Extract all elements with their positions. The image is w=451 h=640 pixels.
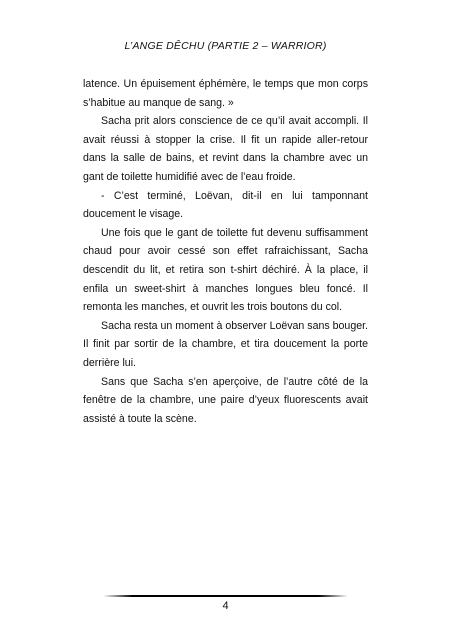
paragraph-3: - C’est terminé, Loëvan, dit-il en lui tamponnant doucement le visage.: [83, 189, 368, 221]
page-number: 4: [222, 600, 229, 612]
running-header: L’ANGE DÊCHU (PARTIE 2 – WARRIOR): [124, 40, 327, 52]
paragraph-5: Sacha resta un moment à observer Loëvan sans bouger. Il finit par sortir de la chambre, et tira doucement la porte derrière lui.: [83, 319, 368, 369]
paragraph-6: Sans que Sacha s’en aperçoive, de l’autre côté de la fenêtre de la chambre, une paire d’yeux fluorescents avait assisté à toute la scène.: [83, 375, 368, 425]
page-body: [83, 75, 368, 428]
paragraph-4: Une fois que le gant de toilette fut devenu suffisamment chaud pour avoir cessé son effet rafraichissant, Sacha descendit du lit, et retira son t-shirt déchiré. À la place, il enfila un sweet-shirt à manches longues bleu foncé. Il remonta les manches, et ouvrit les trois boutons du col.: [83, 226, 368, 314]
paragraph-1: latence. Un épuisement éphémère, le temps que mon corps s’habitue au manque de sang. »: [83, 78, 368, 109]
footer-rule: [103, 595, 348, 597]
paragraph-2: Sacha prit alors conscience de ce qu’il avait accompli. Il avait réussi à stopper la crise. Il fit un rapide aller-retour dans la salle de bains, et revint dans la chambre avec un gant de toilette humidifié avec de l’eau froide.: [83, 115, 368, 183]
